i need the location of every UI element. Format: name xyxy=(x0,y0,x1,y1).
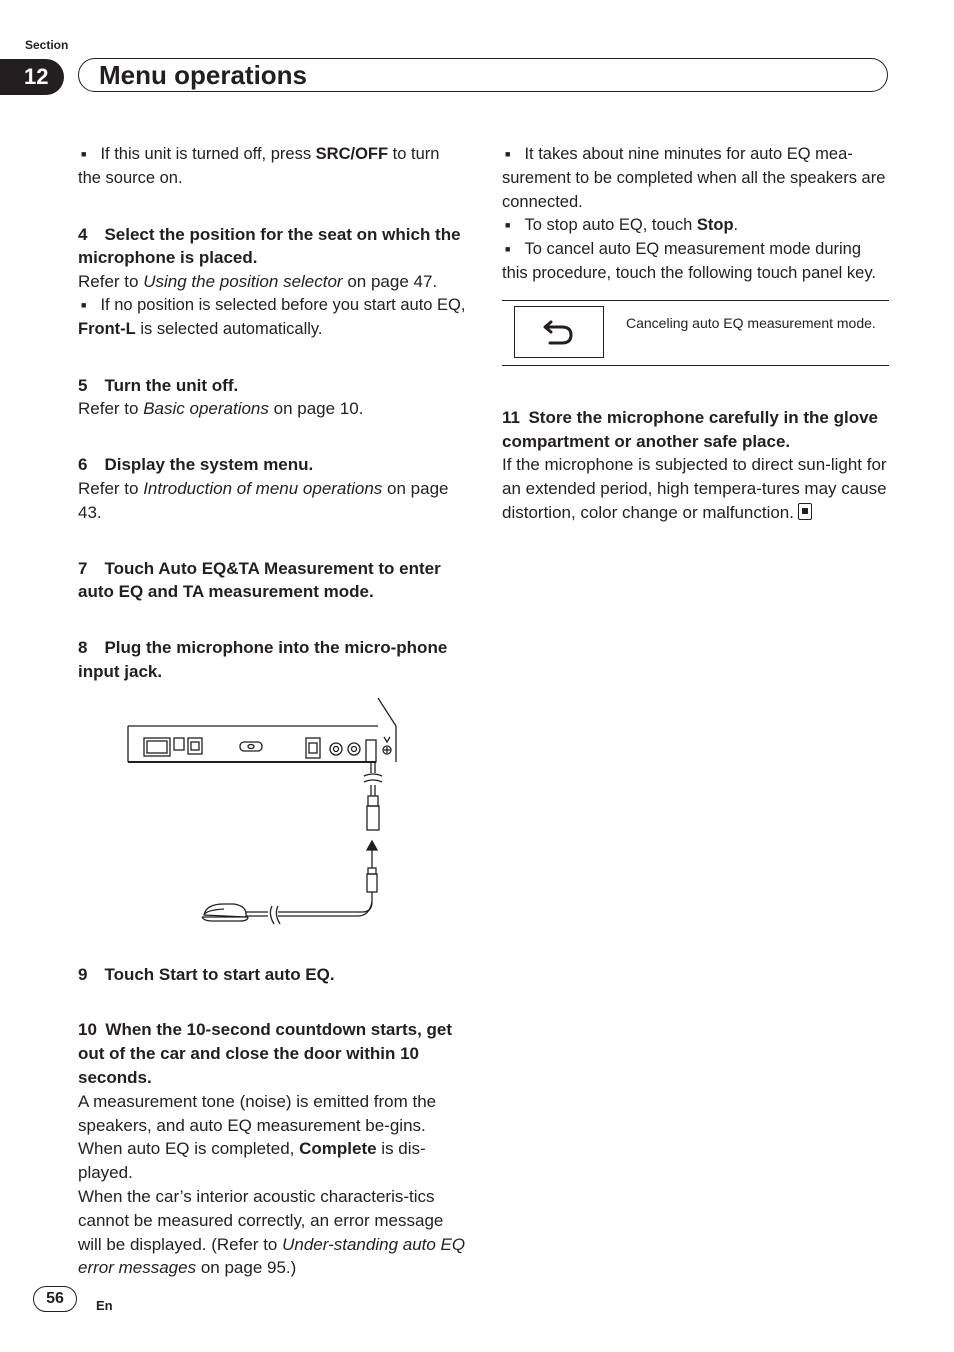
step-4-heading: 4 Select the position for the seat on which the microphone is placed. xyxy=(78,224,461,268)
right-column xyxy=(502,143,889,525)
step-10-body-3: When the car’s interior acoustic characteris-tics cannot be measured correctly, an error message will be displayed. (Refer to Under-standing auto EQ error messages on page 95.) xyxy=(78,1186,466,1278)
step-11-heading: 11 Store the microphone carefully in the glove compartment or another safe place. xyxy=(502,407,878,451)
step-9-heading: 9 Touch Start to start auto EQ. xyxy=(78,964,335,984)
back-key-button[interactable] xyxy=(514,306,604,358)
section-number-badge: 12 xyxy=(0,59,64,95)
step-10-body-2: When auto EQ is completed, Complete is dis-played. xyxy=(78,1139,426,1183)
step-7-heading: 7 Touch Auto EQ&TA Measurement to enter auto EQ and TA measurement mode. xyxy=(78,558,441,602)
step-8-heading: 8 Plug the microphone into the micro-phone input jack. xyxy=(78,638,448,681)
right-bullet-3: ■ To cancel auto EQ measurement mode during this procedure, touch the following touch panel key. xyxy=(502,238,889,286)
language-label: En xyxy=(96,1298,113,1313)
section-label: Section xyxy=(25,38,69,52)
right-bullet-1: ■ It takes about nine minutes for auto EQ mea-surement to be completed when all the speakers are connected. xyxy=(502,143,889,214)
step-5-reference: Refer to Basic operations on page 10. xyxy=(78,399,364,419)
title-box xyxy=(78,58,888,92)
step-4-reference: Refer to Using the position selector on page 47. xyxy=(78,272,438,292)
step-10-body-1: A measurement tone (noise) is emitted from the speakers, and auto EQ measurement be-gins. xyxy=(78,1091,437,1135)
step-4-bullet: ■ If no position is selected before you start auto EQ, Front-L is selected automatically. xyxy=(78,294,466,342)
back-arrow-icon xyxy=(542,316,576,348)
step-6-reference: Refer to Introduction of menu operations on page 43. xyxy=(78,478,449,522)
end-mark-icon xyxy=(798,503,812,520)
left-column xyxy=(78,143,466,1280)
step-10-heading: 10 When the 10-second countdown starts, get out of the car and close the door within 10 seconds. xyxy=(78,1020,453,1087)
right-bullet-2: ■ To stop auto EQ, touch Stop. xyxy=(502,214,889,238)
step-5-heading: 5 Turn the unit off. xyxy=(78,375,239,395)
intro-bullet: ■ If this unit is turned off, press SRC/OFF to turn the source on. xyxy=(78,143,466,191)
step-6-heading: 6 Display the system menu. xyxy=(78,455,314,475)
microphone-connection-illustration xyxy=(78,698,466,941)
back-key-description: Canceling auto EQ measurement mode. xyxy=(626,314,876,331)
page-title: Menu operations xyxy=(99,60,308,90)
step-11-body: If the microphone is subjected to direct sun-light for an extended period, high tempera-tures may cause distortion, color change or malfunction. xyxy=(502,455,887,522)
page-number: 56 xyxy=(33,1286,77,1312)
touch-key-table xyxy=(502,300,889,366)
